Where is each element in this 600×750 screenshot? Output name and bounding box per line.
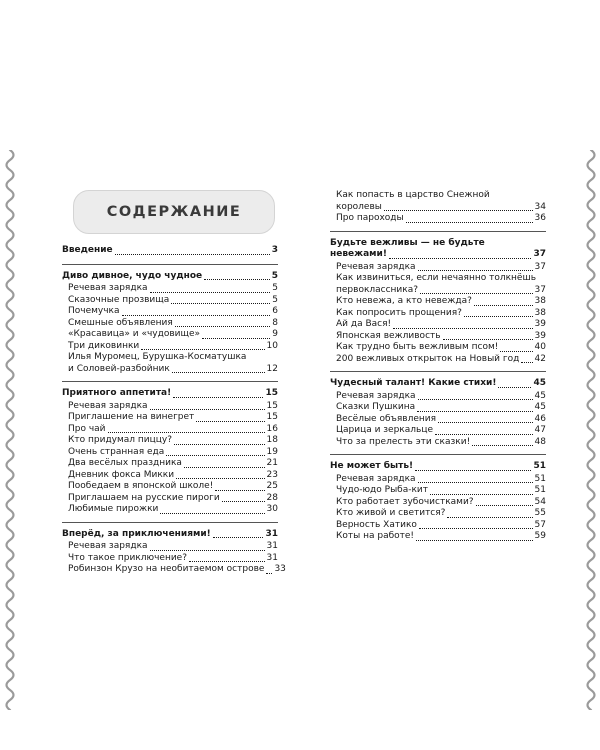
toc-page-number: 37: [533, 249, 546, 259]
dot-leader: [443, 339, 533, 340]
toc-section: [62, 528, 286, 582]
toc-entry-title: Верность Хатико: [336, 519, 417, 530]
dot-leader: [418, 399, 533, 400]
dot-leader: [521, 362, 532, 363]
toc-page-number: 15: [266, 412, 278, 422]
toc-page-number: 10: [266, 340, 278, 351]
toc-page-number: 46: [534, 413, 546, 424]
toc-entry-title: Царица и зеркальце: [336, 425, 433, 435]
toc-entry-title-line: Как извиниться, если нечаянно толкнёшь: [336, 273, 537, 283]
toc-entry[interactable]: [62, 481, 278, 493]
dot-leader: [160, 513, 264, 514]
toc-entry-title: Приглашение на винегрет: [68, 412, 195, 422]
toc-entry-title: Два весёлых праздника: [68, 458, 182, 468]
toc-chapter-entry[interactable]: [330, 238, 546, 261]
toc-column-right: [330, 190, 546, 555]
toc-entry-title: Введение: [62, 245, 113, 255]
dot-leader: [150, 550, 265, 551]
dot-leader: [172, 372, 265, 373]
toc-entry-title: Речевая зарядка: [68, 283, 148, 293]
toc-entry[interactable]: [62, 318, 278, 330]
toc-entry[interactable]: [62, 435, 278, 447]
contents-title-banner: [73, 190, 275, 234]
toc-page-number: 33: [274, 564, 286, 574]
toc-page-number: 54: [534, 496, 546, 507]
toc-page-number: 51: [534, 485, 546, 495]
toc-entry[interactable]: [330, 273, 546, 296]
toc-page-number: 9: [272, 329, 278, 339]
dot-leader: [418, 270, 533, 271]
dot-leader: [173, 397, 263, 398]
toc-entry-title: Весёлые объявления: [336, 413, 437, 424]
toc-page-number: 8: [272, 317, 278, 328]
toc-entry-title: первоклассника?: [336, 284, 419, 295]
dot-leader: [204, 279, 270, 280]
toc-page-number: 36: [534, 213, 546, 223]
toc-page-number: 18: [266, 435, 278, 445]
toc-entry-title-line: Будьте вежливы — не будьте: [330, 237, 485, 248]
toc-page-number: 34: [534, 201, 546, 212]
toc-page-number: 37: [534, 284, 546, 295]
toc-entry[interactable]: [330, 414, 546, 426]
toc-page-number: 31: [266, 552, 278, 563]
dot-leader: [417, 411, 532, 412]
toc-entry[interactable]: [330, 508, 546, 520]
toc-page-number: 38: [534, 296, 546, 306]
dot-leader: [108, 432, 265, 433]
toc-entry[interactable]: [62, 341, 278, 353]
toc-entry-title: Речевая зарядка: [68, 400, 148, 411]
toc-page-number: 39: [534, 319, 546, 329]
toc-entry-title-line: Илья Муромец, Бурушка-Косматушка: [68, 352, 247, 362]
dot-leader: [150, 292, 271, 293]
toc-page-number: 31: [265, 528, 278, 539]
dot-leader: [500, 351, 532, 352]
toc-entry-title: королевы: [336, 201, 382, 212]
dot-leader: [174, 444, 265, 445]
toc-entry[interactable]: [330, 497, 546, 509]
toc-entry-title: Как трудно быть вежливым псом!: [336, 342, 499, 352]
toc-entry-title: Диво дивное, чудо чудное: [62, 270, 203, 281]
toc-page-number: 5: [271, 270, 278, 281]
toc-section: [62, 388, 278, 523]
toc-entry[interactable]: [330, 262, 546, 274]
toc-entry-title: Пообедаем в японской школе!: [68, 481, 214, 491]
toc-entry[interactable]: [62, 504, 278, 516]
toc-page-number: 45: [533, 378, 546, 388]
toc-entry-title: Коты на работе!: [336, 531, 415, 541]
dot-leader: [171, 303, 270, 304]
toc-chapter-entry[interactable]: [330, 461, 546, 473]
dot-leader: [215, 490, 264, 491]
toc-entry[interactable]: [330, 213, 546, 225]
toc-entry-title: Любимые пирожки: [68, 504, 159, 514]
dot-leader: [384, 210, 533, 211]
toc-section: [330, 238, 546, 373]
toc-entry[interactable]: [62, 493, 278, 505]
toc-entry-title: невежами!: [330, 249, 387, 259]
toc-page-number: 37: [534, 261, 546, 272]
toc-page-number: 45: [534, 390, 546, 401]
toc-entry[interactable]: [62, 306, 278, 318]
toc-entry-title: Робинзон Крузо на необитаемом острове: [68, 564, 265, 574]
toc-entry-title: Речевая зарядка: [336, 390, 416, 401]
toc-entry[interactable]: [330, 190, 546, 213]
toc-entry-title: Очень странная еда: [68, 446, 165, 457]
toc-entry-title: Про чай: [68, 423, 106, 434]
toc-page-number: 51: [533, 461, 546, 471]
toc-entry-title: Приятного аппетита!: [62, 388, 172, 398]
toc-page-number: 55: [534, 508, 546, 518]
toc-section: [62, 271, 278, 383]
toc-page-number: 51: [534, 473, 546, 484]
toc-entry[interactable]: [62, 553, 278, 565]
dot-leader: [476, 505, 533, 506]
toc-page-number: 25: [266, 481, 278, 491]
toc-entry-title: Речевая зарядка: [68, 541, 148, 551]
toc-entry[interactable]: [330, 485, 546, 497]
toc-entry[interactable]: [62, 564, 286, 576]
toc-entry-title: Смешные объявления: [68, 317, 173, 328]
toc-entry[interactable]: [62, 412, 278, 424]
toc-section: [330, 461, 546, 549]
dot-leader: [474, 305, 533, 306]
dot-leader: [150, 409, 265, 410]
toc-page-number: 31: [266, 541, 278, 551]
toc-entry[interactable]: [330, 308, 546, 320]
toc-entry-title: Речевая зарядка: [336, 261, 416, 272]
toc-page-number: 57: [534, 519, 546, 530]
dot-leader: [141, 349, 264, 350]
toc-page-number: 48: [534, 436, 546, 447]
toc-entry[interactable]: [62, 295, 278, 307]
dot-leader: [122, 315, 271, 316]
toc-entry-title-line: Как попасть в царство Снежной: [336, 190, 490, 200]
toc-entry[interactable]: [330, 437, 546, 449]
toc-entry[interactable]: [62, 447, 278, 459]
toc-entry-title: Кто живой и светится?: [336, 508, 446, 518]
toc-page-number: 16: [266, 423, 278, 434]
dot-leader: [430, 494, 533, 495]
toc-page-number: 47: [534, 425, 546, 435]
toc-entry[interactable]: [330, 425, 546, 437]
toc-entry[interactable]: [330, 342, 546, 354]
toc-entry-title: Вперёд, за приключениями!: [62, 528, 211, 539]
dot-leader: [202, 338, 270, 339]
toc-entry[interactable]: [62, 470, 278, 482]
dot-leader: [189, 561, 265, 562]
toc-entry-title: Кто невежа, а кто невежда?: [336, 296, 472, 306]
dot-leader: [435, 434, 533, 435]
toc-entry[interactable]: [330, 531, 546, 543]
toc-entry-title: Сказочные прозвища: [68, 294, 170, 305]
toc-page-number: 28: [266, 492, 278, 503]
toc-entry-title: и Соловей-разбойник: [68, 363, 170, 374]
toc-entry-title: Приглашаем на русские пироги: [68, 492, 220, 503]
toc-entry[interactable]: [330, 391, 546, 403]
dot-leader: [115, 254, 270, 255]
dot-leader: [420, 293, 533, 294]
toc-entry-title: Не может быть!: [330, 461, 414, 471]
toc-entry-title: Сказки Пушкина: [336, 402, 416, 412]
toc-entry-title: Про пароходы: [336, 213, 404, 223]
toc-entry[interactable]: [330, 402, 546, 414]
toc-page-number: 6: [272, 306, 278, 316]
toc-entry[interactable]: [330, 520, 546, 532]
toc-page-number: 3: [271, 245, 278, 255]
toc-page-number: 19: [266, 446, 278, 457]
dot-leader: [498, 387, 531, 388]
toc-section: [330, 190, 546, 232]
dot-leader: [416, 540, 533, 541]
toc-page-number: 15: [266, 400, 278, 411]
toc-entry[interactable]: [62, 458, 278, 470]
toc-entry-title: Кто придумал пиццу?: [68, 435, 173, 445]
toc-column-left: [62, 245, 286, 588]
toc-entry[interactable]: [62, 283, 278, 295]
dot-leader: [447, 517, 532, 518]
toc-entry[interactable]: [62, 329, 278, 341]
dot-leader: [393, 328, 532, 329]
dot-leader: [222, 501, 265, 502]
toc-page-number: 21: [266, 458, 278, 468]
toc-entry-title: Кто работает зубочистками?: [336, 496, 474, 507]
toc-entry[interactable]: [330, 331, 546, 343]
toc-section: [330, 378, 546, 455]
dot-leader: [166, 455, 264, 456]
dot-leader: [472, 445, 532, 446]
toc-entry[interactable]: [62, 352, 278, 375]
dot-leader: [175, 326, 270, 327]
toc-page-number: 30: [266, 504, 278, 514]
toc-page-number: 42: [534, 353, 546, 364]
dot-leader: [406, 222, 533, 223]
dot-leader: [176, 478, 264, 479]
toc-page-number: 40: [534, 342, 546, 352]
decorative-wave-border-right: [583, 150, 599, 710]
toc-entry[interactable]: [330, 474, 546, 486]
toc-entry-title: Речевая зарядка: [336, 473, 416, 484]
toc-entry-title: Ай да Вася!: [336, 319, 392, 329]
decorative-wave-border-left: [2, 150, 18, 710]
dot-leader: [415, 470, 531, 471]
toc-section: [62, 245, 278, 265]
dot-leader: [464, 316, 533, 317]
toc-chapter-entry[interactable]: [330, 378, 546, 390]
dot-leader: [389, 258, 532, 259]
toc-chapter-entry[interactable]: [62, 271, 278, 283]
toc-entry-title: Японская вежливость: [336, 330, 441, 341]
toc-page-number: 12: [266, 363, 278, 374]
toc-page-number: 38: [534, 307, 546, 318]
toc-entry-title: «Красавица» и «чудовище»: [68, 329, 201, 339]
toc-chapter-entry[interactable]: [62, 245, 278, 257]
toc-entry[interactable]: [330, 319, 546, 331]
toc-page-number: 5: [272, 283, 278, 293]
toc-page-number: 59: [534, 531, 546, 541]
toc-entry-title: Дневник фокса Микки: [68, 469, 175, 480]
toc-entry-title: Три диковинки: [68, 340, 140, 351]
toc-entry[interactable]: [62, 424, 278, 436]
toc-entry-title: Как попросить прощения?: [336, 307, 462, 318]
dot-leader: [184, 467, 265, 468]
toc-entry-title: Что за прелесть эти сказки!: [336, 436, 471, 447]
toc-chapter-entry[interactable]: [62, 388, 278, 400]
dot-leader: [196, 421, 264, 422]
toc-page-number: 23: [266, 469, 278, 480]
page-title: СОДЕРЖАНИЕ: [106, 204, 242, 220]
toc-chapter-entry[interactable]: [62, 529, 278, 541]
dot-leader: [438, 422, 533, 423]
toc-entry[interactable]: [62, 401, 278, 413]
toc-page-number: 5: [272, 294, 278, 305]
dot-leader: [213, 537, 264, 538]
toc-entry-title: Чудесный талант! Какие стихи!: [330, 378, 497, 388]
toc-entry-title: Что такое приключение?: [68, 552, 187, 563]
toc-page-number: 15: [265, 388, 278, 398]
toc-entry-title: Почемучка: [68, 306, 120, 316]
dot-leader: [419, 528, 533, 529]
toc-page-number: 45: [534, 402, 546, 412]
toc-entry-title: Чудо-юдо Рыба-кит: [336, 485, 429, 495]
toc-entry[interactable]: [330, 296, 546, 308]
toc-entry[interactable]: [330, 354, 546, 366]
toc-page-number: 39: [534, 330, 546, 341]
toc-entry-title: 200 вежливых открыток на Новый год: [336, 353, 520, 364]
dot-leader: [266, 573, 272, 574]
dot-leader: [418, 482, 533, 483]
toc-entry[interactable]: [62, 541, 278, 553]
